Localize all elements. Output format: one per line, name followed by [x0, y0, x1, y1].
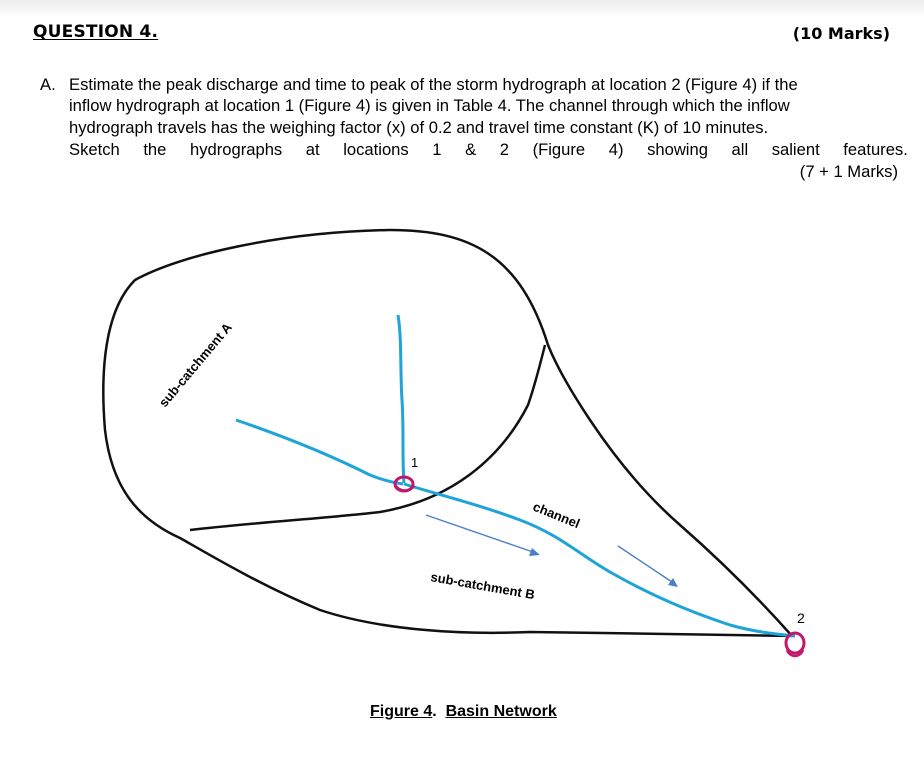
- part-a-line-4-word: 1: [432, 140, 442, 159]
- sub-catchment-a-label: sub-catchment A: [155, 319, 235, 410]
- part-a-line-4-word: features.: [843, 140, 908, 159]
- figure-caption-prefix: Figure 4: [370, 703, 433, 720]
- figure-caption-sep: .: [432, 703, 446, 720]
- main-channel: [404, 484, 795, 636]
- channel-label: channel: [530, 498, 583, 532]
- part-a-line-1: Estimate the peak discharge and time to peak of the storm hydrograph at location 2 (Figure 4) if the: [69, 75, 798, 94]
- part-a-line-2: inflow hydrograph at location 1 (Figure 4) is given in Table 4. The channel through which the inflow: [69, 96, 790, 115]
- stream-north: [398, 315, 404, 483]
- location-2-marker: [786, 633, 804, 656]
- part-a-line-4-word: all: [731, 140, 749, 159]
- figure-caption: [370, 703, 557, 721]
- question-title: QUESTION 4.: [33, 22, 159, 42]
- location-1-label: 1: [411, 455, 419, 470]
- part-a-line-4-word: &: [465, 140, 477, 159]
- location-2-label: 2: [797, 610, 805, 626]
- part-a-line-4-word: at: [305, 140, 320, 159]
- part-a-line-4-word: locations: [343, 140, 409, 159]
- sub-catchment-divide-2: [230, 460, 405, 487]
- part-a-line-4-word: Sketch: [69, 140, 120, 159]
- part-a-line-4-word: hydrographs: [189, 140, 283, 159]
- stream-west: [236, 420, 403, 484]
- part-a-line-4-word: 4): [608, 140, 624, 159]
- sub-catchment-divide: [190, 345, 545, 530]
- part-a-line-4-word: (Figure: [532, 140, 586, 159]
- part-a-line-4-word: the: [143, 140, 167, 159]
- figure-caption-title: Basin Network: [445, 703, 557, 720]
- part-a-marks: (7 + 1 Marks): [799, 162, 898, 181]
- part-a-label: A.: [40, 75, 56, 94]
- part-a-line-4-word: showing: [647, 140, 708, 159]
- sub-catchment-b-label: sub-catchment B: [429, 569, 536, 603]
- question-marks: (10 Marks): [792, 24, 890, 43]
- part-a-line-4-word: salient: [771, 140, 820, 159]
- part-a-line-3: hydrograph travels has the weighing factor (x) of 0.2 and travel time constant (K) of 10 minutes.: [69, 118, 769, 137]
- part-a-line-4-word: 2: [499, 140, 509, 159]
